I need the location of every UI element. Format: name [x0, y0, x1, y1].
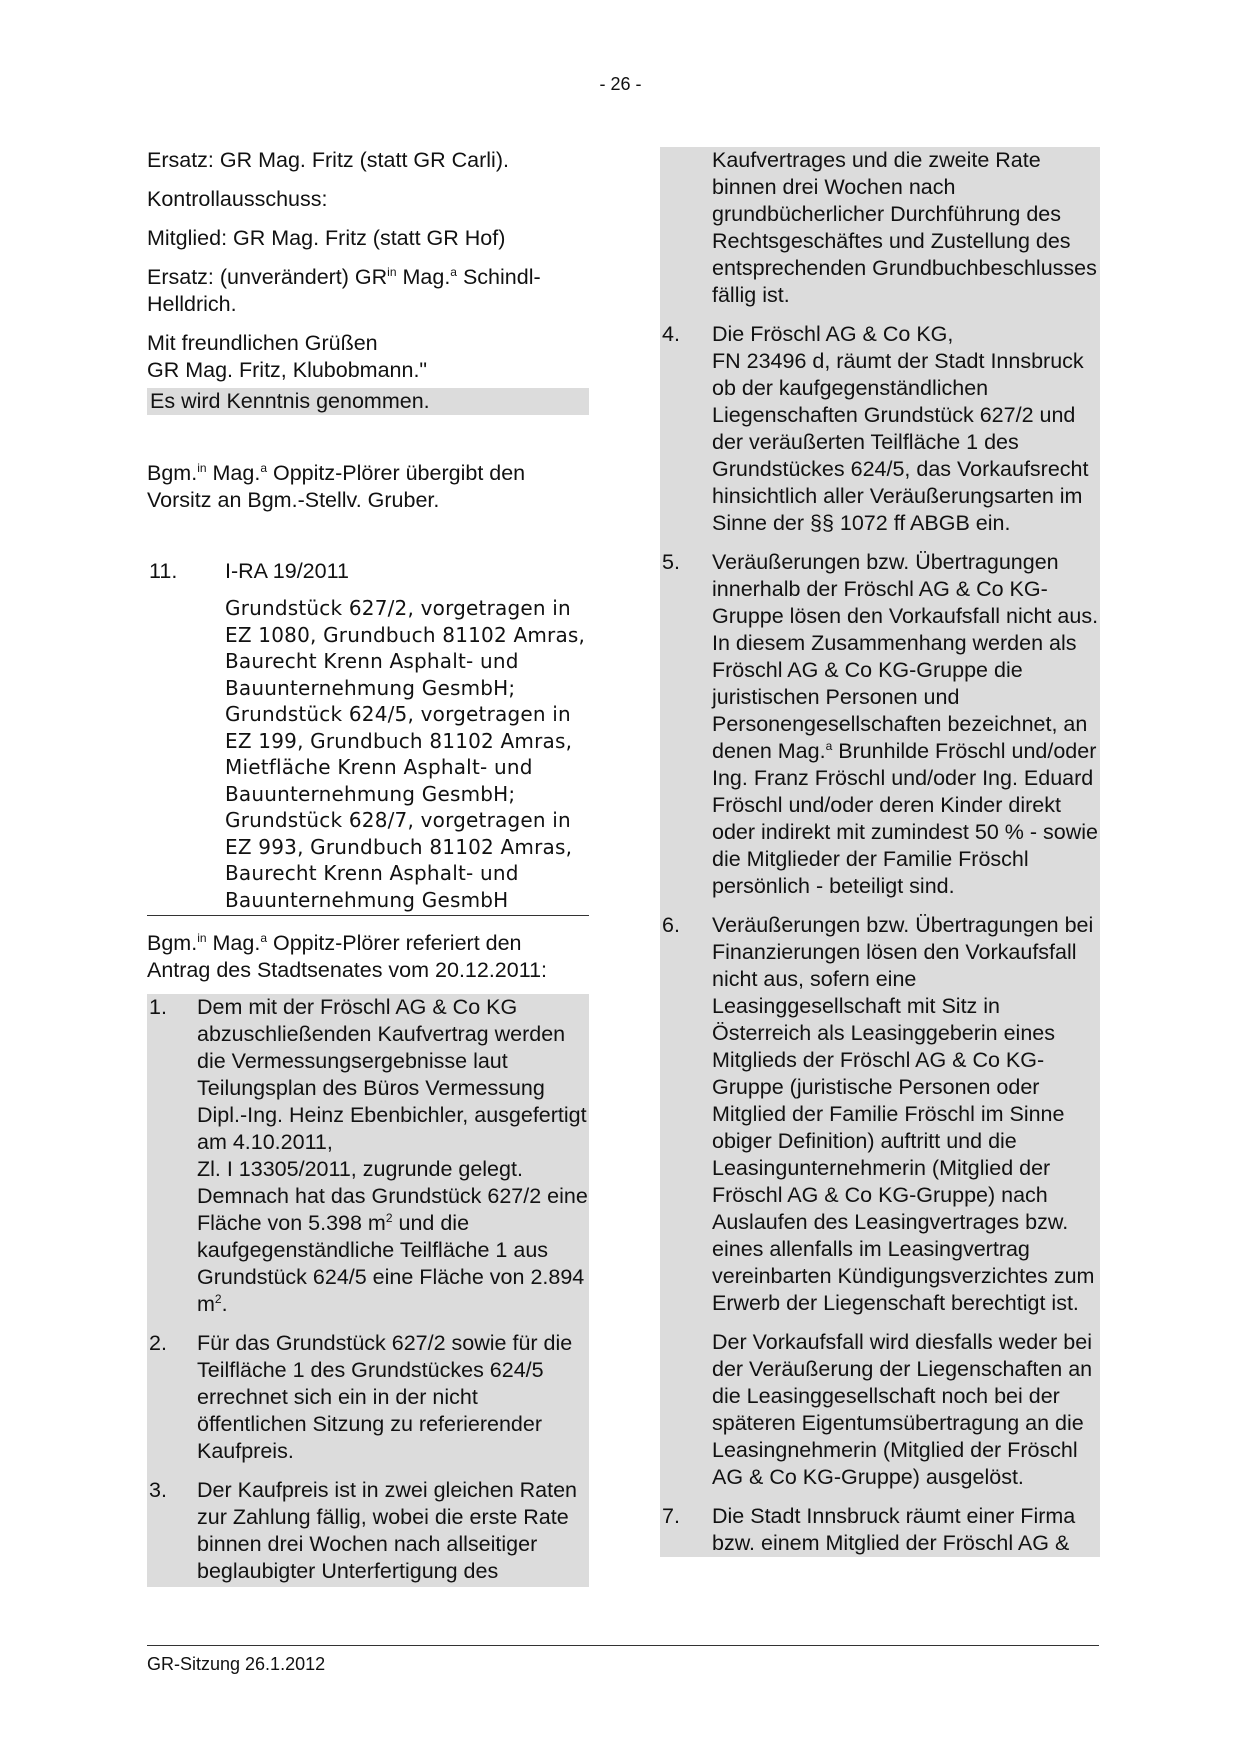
- paragraph-mitglied: Mitglied: GR Mag. Fritz (statt GR Hof): [147, 226, 506, 250]
- paragraph-ersatz-schindl: Ersatz: (unverändert) $GR^{in}$ Mag.$^a$ Schindl-Helldrich.: [147, 264, 541, 316]
- agenda-number: 11.: [149, 559, 178, 583]
- paragraph-kontrollausschuss: Kontrollausschuss:: [147, 187, 328, 211]
- note-kenntnis: Es wird Kenntnis genommen.: [147, 388, 589, 415]
- motion-item-7: 7. Die Stadt Innsbruck räumt einer Firma bzw. einem Mitglied der Fröschl AG &: [662, 1504, 1076, 1555]
- motion-item-3-continued: Kaufvertrages und die zweite Rate binnen drei Wochen nach grundbücherlicher Durchführung des Rechtsgeschäftes und Zustellung des entsprechenden Grundbuchbeschlusses fällig ist.: [712, 148, 1097, 307]
- left-column: [147, 147, 589, 1587]
- motion-item-3: 3. Der Kaufpreis ist in zwei gleichen Raten zur Zahlung fällig, wobei die erste Rate binnen drei Wochen nach allseitiger beglaubigter Unterfertigung des: [149, 1478, 578, 1583]
- paragraph-ersatz: Ersatz: GR Mag. Fritz (statt GR Carli).: [147, 148, 509, 172]
- page-footer: GR-Sitzung 26.1.2012: [147, 1645, 1099, 1675]
- motion-item-6-paragraph-2: Der Vorkaufsfall wird diesfalls weder bei der Veräußerung der Liegenschaften an die Leasinggesellschaft noch bei der späteren Eigentumsübertragung an die Leasingnehmerin (Mitglied der Fröschl AG & Co KG-Gruppe) ausgelöst.: [712, 1330, 1093, 1489]
- right-column: [660, 147, 1100, 1557]
- agenda-item: [147, 558, 589, 916]
- motion-item-1: 1. Dem mit der Fröschl AG & Co KG abzuschließenden Kaufvertrag werden die Vermessungsergebnisse laut Teilungsplan des Büros Vermessung Dipl.-Ing. Heinz Ebenbichler, ausgefertigt am 4.10.2011, Zl. I 13305/2011, zugrunde gelegt. Demnach hat das Grundstück 627/2 eine Fläche von 5.398 $m^2$ und die kaufgegenständliche Teilfläche 1 aus Grundstück 624/5 eine Fläche von 2.894 $m^2$.: [149, 995, 588, 1316]
- paragraph-vorsitz: Bgm.$^{in}$ Mag.$^a$ Oppitz-Plörer übergibt den Vorsitz an Bgm.-Stellv. Gruber.: [147, 460, 526, 512]
- motion-item-4: 4. Die Fröschl AG & Co KG, FN 23496 d, räumt der Stadt Innsbruck ob der kaufgegenständlichen Liegenschaften Grundstück 627/2 und der veräußerten Teilfläche 1 des Grundstückes 624/5, das Vorkaufsrecht hinsichtlich aller Veräußerungsarten im Sinne der §§ 1072 ff ABGB ein.: [662, 322, 1089, 535]
- paragraph-antrag: Bgm.$^{in}$ Mag.$^a$ Oppitz-Plörer referiert den Antrag des Stadtsenates vom 20.12.2011:: [147, 930, 548, 982]
- motion-list-left: [147, 994, 589, 1587]
- paragraph-greeting: Mit freundlichen Grüßen GR Mag. Fritz, Klubobmann.": [147, 331, 428, 382]
- agenda-divider: [147, 915, 589, 916]
- motion-item-6: 6. Veräußerungen bzw. Übertragungen bei Finanzierungen lösen den Vorkaufsfall nicht aus, sofern eine Leasinggesellschaft mit Sitz in Österreich als Leasinggeberin eines Mitglieds der Fröschl AG & Co KG-Gruppe (juristische Personen oder Mitglied der Familie Fröschl im Sinne obiger Definition) auftritt und die Leasingunternehmerin (Mitglied der Fröschl AG & Co KG-Gruppe) nach Auslaufen des Leasingvertrages bzw. eines allenfalls im Leasingvertrag vereinbarten Kündigungsverzichtes zum Erwerb der Liegenschaft berechtigt ist. Der Vorkaufsfall wird diesfalls weder bei der Veräußerung der Liegenschaften an die Leasinggesellschaft noch bei der späteren Eigentumsübertragung an die Leasingnehmerin (Mitglied der Fröschl AG & Co KG-Gruppe) ausgelöst.: [660, 900, 1100, 1491]
- agenda-code: I-RA 19/2011: [225, 559, 349, 583]
- motion-item-2: 2. Für das Grundstück 627/2 sowie für die Teilfläche 1 des Grundstückes 624/5 errechnet sich ein in der nicht öffentlichen Sitzung zu referierender Kaufpreis.: [149, 1331, 573, 1463]
- agenda-subject: Grundstück 627/2, vorgetragen in EZ 1080, Grundbuch 81102 Amras, Baurecht Krenn Asphalt- und Bauunternehmung GesmbH; Grundstück 624/5, vorgetragen in EZ 199, Grundbuch 81102 Amras, Mietfläche Krenn Asphalt- und Bauunternehmung GesmbH; Grundstück 628/7, vorgetragen in EZ 993, Grundbuch 81102 Amras, Baurecht Krenn Asphalt- und Bauunternehmung GesmbH: [225, 596, 586, 912]
- motion-item-5: 5. Veräußerungen bzw. Übertragungen innerhalb der Fröschl AG & Co KG-Gruppe lösen den Vorkaufsfall nicht aus. In diesem Zusammenhang werden als Fröschl AG & Co KG-Gruppe die juristischen Personen und Personengesellschaften bezeichnet, an denen Mag.$^a$ Brunhilde Fröschl und/oder Ing. Franz Fröschl und/oder Ing. Eduard Fröschl und/oder deren Kinder direkt oder indirekt mit zumindest 50 % - sowie die Mitglieder der Familie Fröschl persönlich - beteiligt sind.: [662, 550, 1099, 898]
- page-number: - 26 -: [599, 74, 642, 94]
- motion-list-right: [660, 147, 1100, 1557]
